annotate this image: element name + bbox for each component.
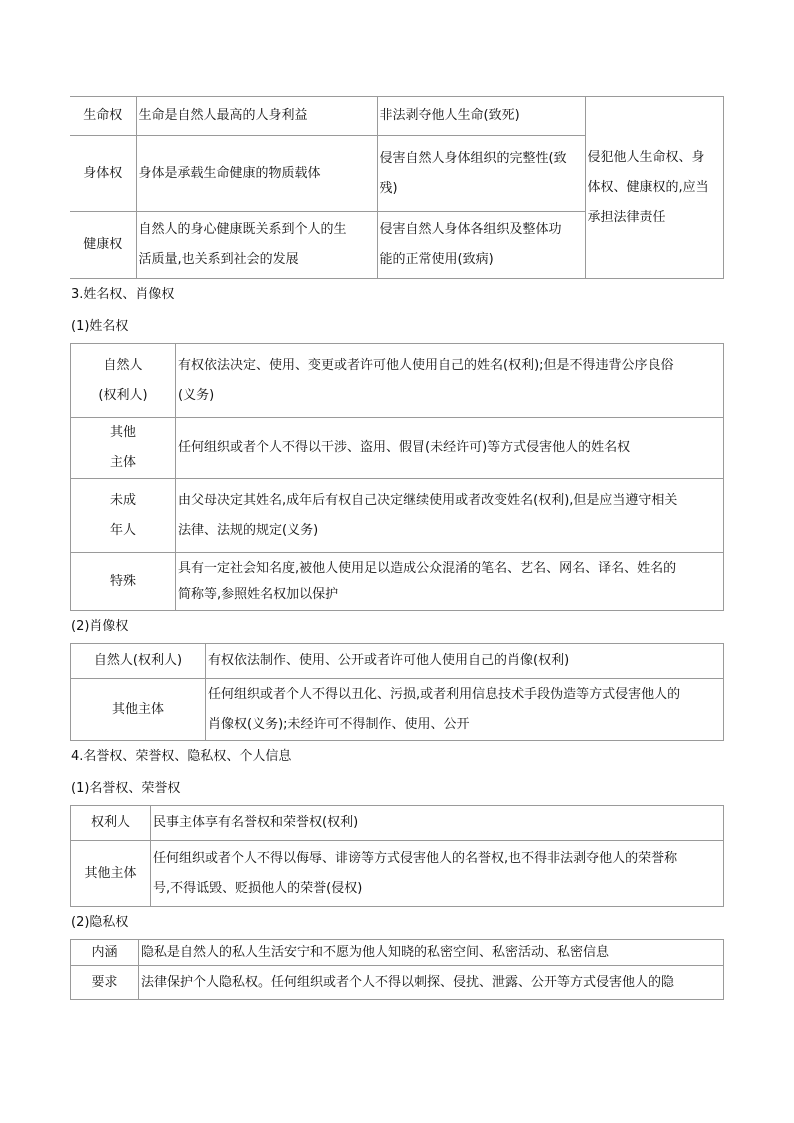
table-row bbox=[71, 679, 724, 741]
table-row bbox=[70, 97, 723, 136]
table-row bbox=[71, 940, 724, 966]
section-heading: 3.姓名权、肖像权 bbox=[71, 287, 175, 302]
row-label: 自然人(权利人) bbox=[71, 644, 206, 679]
table-row bbox=[71, 479, 724, 553]
subsection-heading: (2)隐私权 bbox=[71, 915, 129, 930]
row-violation: 侵害自然人身体各组织及整体功 能的正常使用(致病) bbox=[377, 212, 585, 279]
table-row bbox=[71, 418, 724, 479]
row-text: 法律保护个人隐私权。任何组织或者个人不得以刺探、侵扰、泄露、公开等方式侵害他人的隐 bbox=[139, 966, 724, 1000]
row-label: 内涵 bbox=[71, 940, 139, 966]
personal-rights-table bbox=[70, 96, 724, 279]
row-description: 身体是承载生命健康的物质载体 bbox=[136, 136, 377, 212]
row-label: 生命权 bbox=[70, 97, 136, 136]
row-text: 有权依法决定、使用、变更或者许可他人使用自己的姓名(权利);但是不得违背公序良俗 (义务) bbox=[176, 344, 724, 418]
section-heading: 4.名誉权、荣誉权、隐私权、个人信息 bbox=[71, 749, 292, 764]
row-label: 其他主体 bbox=[71, 841, 151, 907]
row-violation: 非法剥夺他人生命(致死) bbox=[377, 97, 585, 136]
legal-liability-cell: 侵犯他人生命权、身 体权、健康权的,应当 承担法律责任 bbox=[585, 97, 723, 279]
document-page bbox=[70, 96, 723, 1000]
row-text: 民事主体享有名誉权和荣誉权(权利) bbox=[151, 806, 724, 841]
row-text: 由父母决定其姓名,成年后有权自己决定继续使用或者改变姓名(权利),但是应当遵守相关 法律、法规的规定(义务) bbox=[176, 479, 724, 553]
subsection-heading: (1)姓名权 bbox=[71, 319, 129, 334]
row-text: 有权依法制作、使用、公开或者许可他人使用自己的肖像(权利) bbox=[206, 644, 724, 679]
row-violation: 侵害自然人身体组织的完整性(致 残) bbox=[377, 136, 585, 212]
table-row bbox=[71, 344, 724, 418]
table-row bbox=[71, 966, 724, 1000]
row-label: 未成 年人 bbox=[71, 479, 176, 553]
row-text: 任何组织或者个人不得以干涉、盗用、假冒(未经许可)等方式侵害他人的姓名权 bbox=[176, 418, 724, 479]
row-description: 自然人的身心健康既关系到个人的生 活质量,也关系到社会的发展 bbox=[136, 212, 377, 279]
row-label: 健康权 bbox=[70, 212, 136, 279]
row-label: 自然人 (权利人) bbox=[71, 344, 176, 418]
table-row bbox=[71, 841, 724, 907]
table-row bbox=[71, 806, 724, 841]
row-description: 生命是自然人最高的人身利益 bbox=[136, 97, 377, 136]
name-right-table bbox=[70, 343, 724, 611]
row-label: 权利人 bbox=[71, 806, 151, 841]
row-text: 任何组织或者个人不得以丑化、污损,或者利用信息技术手段伪造等方式侵害他人的 肖像权(义务);未经许可不得制作、使用、公开 bbox=[206, 679, 724, 741]
row-label: 其他主体 bbox=[71, 679, 206, 741]
table-row bbox=[71, 553, 724, 611]
subsection-heading: (2)肖像权 bbox=[71, 619, 129, 634]
row-text: 隐私是自然人的私人生活安宁和不愿为他人知晓的私密空间、私密活动、私密信息 bbox=[139, 940, 724, 966]
row-label: 身体权 bbox=[70, 136, 136, 212]
portrait-right-table bbox=[70, 643, 724, 741]
subsection-heading: (1)名誉权、荣誉权 bbox=[71, 781, 181, 796]
row-label: 其他 主体 bbox=[71, 418, 176, 479]
row-text: 具有一定社会知名度,被他人使用足以造成公众混淆的笔名、艺名、网名、译名、姓名的 简称等,参照姓名权加以保护 bbox=[176, 553, 724, 611]
privacy-right-table bbox=[70, 939, 724, 1000]
row-label: 要求 bbox=[71, 966, 139, 1000]
table-row bbox=[71, 644, 724, 679]
row-text: 任何组织或者个人不得以侮辱、诽谤等方式侵害他人的名誉权,也不得非法剥夺他人的荣誉称 号,不得诋毁、贬损他人的荣誉(侵权) bbox=[151, 841, 724, 907]
row-label: 特殊 bbox=[71, 553, 176, 611]
reputation-right-table bbox=[70, 805, 724, 907]
